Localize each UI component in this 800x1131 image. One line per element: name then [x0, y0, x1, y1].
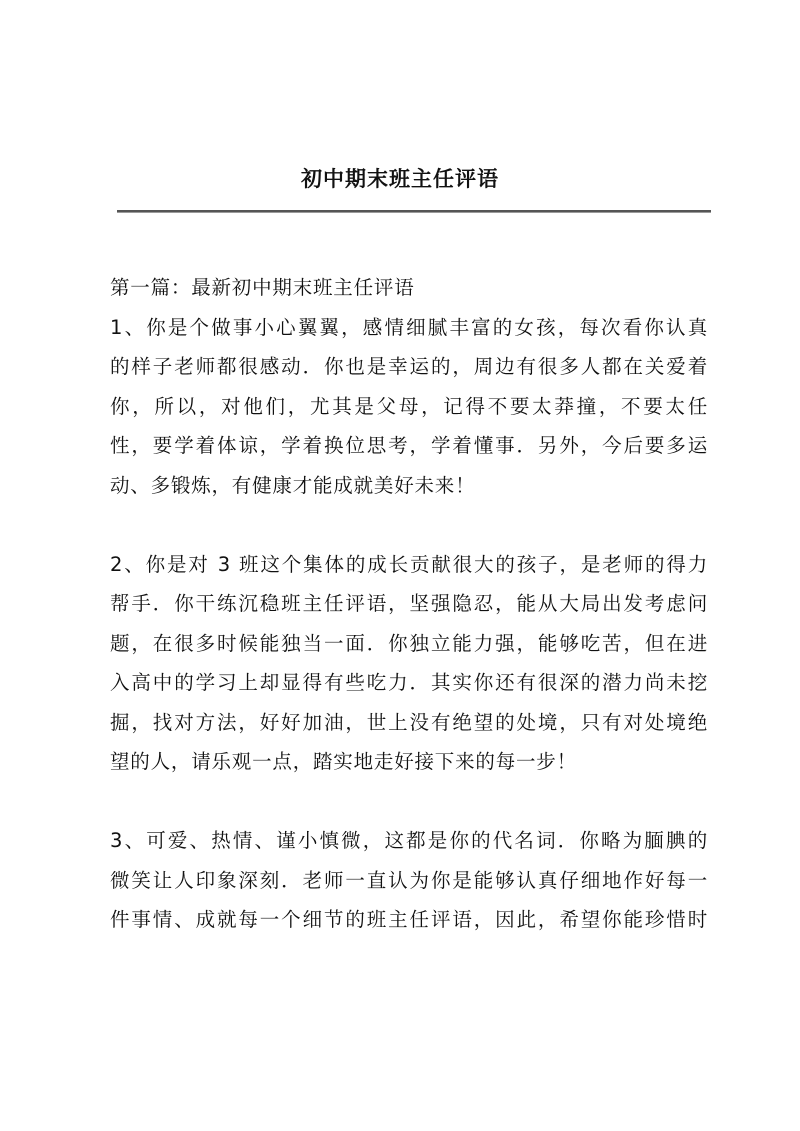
text-line: 掘，找对方法，好好加油，世上没有绝望的处境，只有对处境绝 [110, 710, 708, 734]
title-divider [117, 210, 711, 212]
text-line: 1、你是个做事小心翼翼，感情细腻丰富的女孩，每次看你认真 [110, 315, 708, 339]
text-line: 动、多锻炼，有健康才能成就美好未来！ [110, 473, 476, 497]
section-heading: 第一篇：最新初中期末班主任评语 [110, 276, 415, 299]
text-line: 入高中的学习上却显得有些吃力．其实你还有很深的潜力尚未挖 [110, 671, 708, 694]
document-body [110, 268, 708, 940]
text-line: 2、你是对 3 班这个集体的成长贡献很大的孩子，是老师的得力 [110, 552, 708, 576]
paragraph-gap [110, 505, 708, 545]
text-line: 你，所以，对他们，尤其是父母，记得不要太莽撞，不要太任 [110, 394, 708, 418]
text-line: 性，要学着体谅，学着换位思考，学着懂事．另外，今后要多运 [110, 434, 708, 457]
text-line: 微笑让人印象深刻．老师一直认为你是能够认真仔细地作好每一 [110, 868, 708, 892]
text-line: 的样子老师都很感动．你也是幸运的，周边有很多人都在关爱着 [110, 355, 708, 378]
text-line: 题，在很多时候能独当一面．你独立能力强，能够吃苦，但在进 [110, 631, 708, 655]
text-line: 件事情、成就每一个细节的班主任评语，因此，希望你能珍惜时 [110, 908, 708, 931]
text-line: 3、可爱、热情、谨小慎微，这都是你的代名词．你略为腼腆的 [110, 829, 708, 852]
text-line: 望的人，请乐观一点，踏实地走好接下来的每一步！ [110, 750, 577, 773]
document-title: 初中期末班主任评语 [301, 166, 499, 191]
text-line: 帮手．你干练沉稳班主任评语，坚强隐忍，能从大局出发考虑问 [110, 592, 708, 615]
paragraph-gap [110, 782, 708, 822]
